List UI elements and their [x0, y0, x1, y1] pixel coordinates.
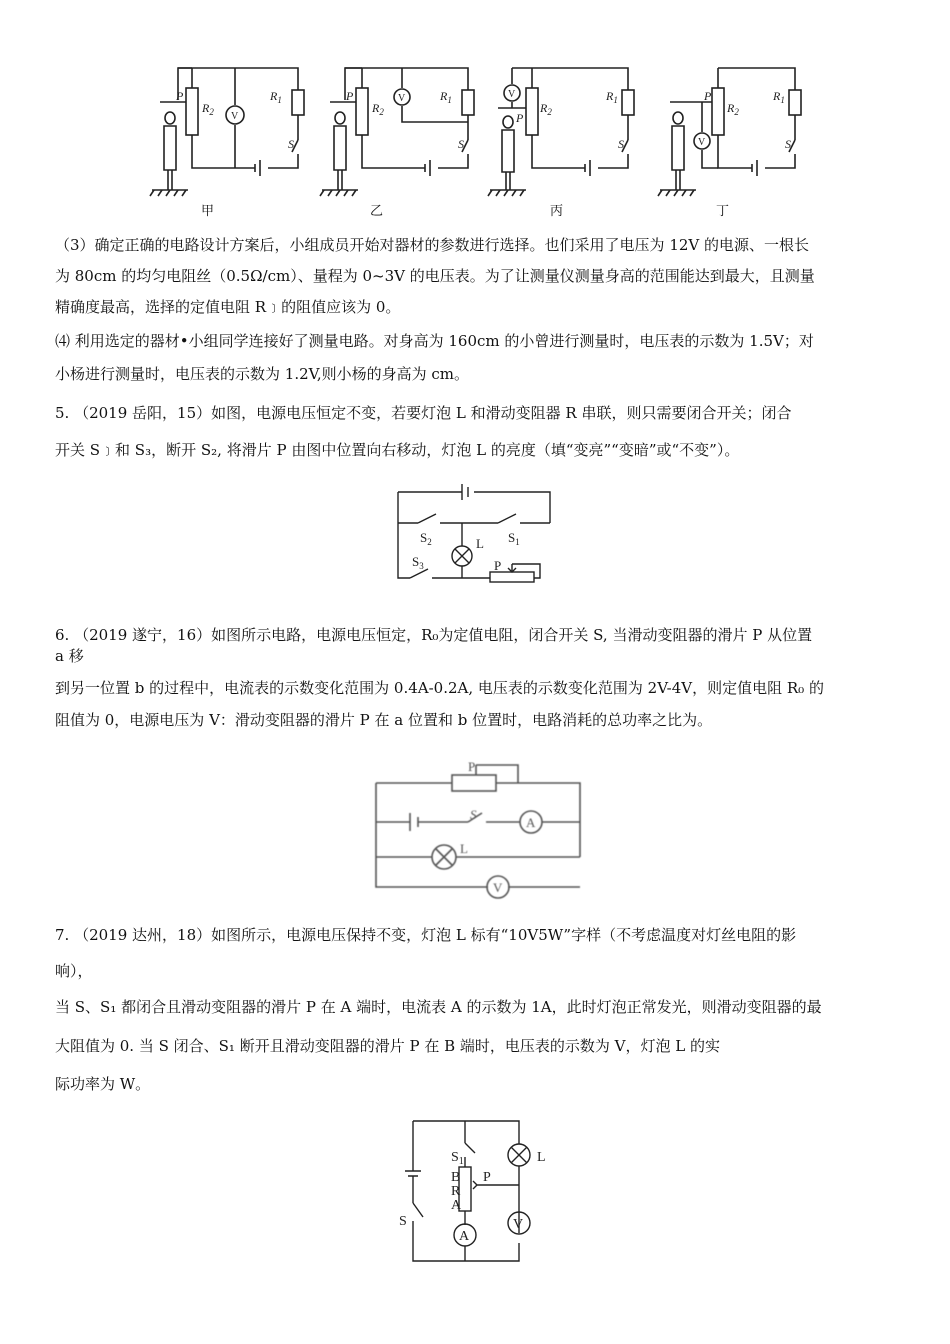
- q4-part4-line2: 小杨进行测量时，电压表的示数为 1.2V,则小杨的身高为 cm。: [55, 365, 469, 383]
- svg-text:S: S: [618, 137, 624, 151]
- svg-text:P: P: [494, 558, 502, 573]
- q6-line2: a 移: [55, 647, 84, 665]
- q7-line4: 大阻值为 0. 当 S 闭合、S₁ 断开且滑动变阻器的滑片 P 在 B 端时，电压表的示数为 V，灯泡 L 的实: [55, 1037, 721, 1055]
- svg-text:S: S: [785, 137, 791, 151]
- q4-part3-line3: 精确度最高，选择的定值电阻 R﹞的阻值应该为 0。: [55, 298, 401, 316]
- q4-part3-line2: 为 80cm 的均匀电阻丝（0.5Ω/cm）、量程为 0~3V 的电压表。为了让测量仪测量身高的范围能达到最大，且测量: [55, 267, 815, 285]
- q5-circuit-figure: [390, 478, 560, 588]
- svg-text:S: S: [458, 137, 464, 151]
- svg-text:A: A: [451, 1198, 462, 1213]
- q7-line2: 响），: [55, 962, 93, 980]
- q6-line1: 6. （2019 遂宁，16）如图所示电路，电源电压恒定，R₀为定值电阻，闭合开关 S, 当滑动变阻器的滑片 P 从位置: [55, 626, 813, 644]
- svg-text:A: A: [526, 815, 536, 830]
- figure-label-yi: 乙: [370, 204, 384, 219]
- svg-text:R2: $R_2$: [727, 101, 739, 117]
- svg-text:P: P: [346, 89, 354, 103]
- svg-text:S3: $S_3$: [412, 554, 424, 571]
- svg-text:S: S: [470, 807, 477, 822]
- svg-text:V: V: [698, 137, 706, 148]
- svg-text:P: P: [176, 89, 184, 103]
- figure-label-bing: 丙: [550, 204, 564, 219]
- svg-text:V: V: [398, 93, 406, 104]
- svg-text:S: S: [288, 137, 294, 151]
- q7-line3: 当 S、S₁ 都闭合且滑动变阻器的滑片 P 在 A 端时，电流表 A 的示数为 1A，此时灯泡正常发光，则滑动变阻器的最: [55, 998, 822, 1016]
- svg-text:R2: $R_2$: [540, 101, 552, 117]
- svg-text:P: P: [468, 759, 476, 774]
- svg-text:R1: $R_1$: [606, 89, 618, 105]
- q6-line3: 到另一位置 b 的过程中，电流表的示数变化范围为 0.4A-0.2A, 电压表的示数变化范围为 2V-4V，则定值电阻 R₀ 的: [55, 679, 824, 697]
- svg-text:S: S: [399, 1214, 407, 1229]
- circuit-yi: [320, 68, 474, 196]
- q4-part3-line1: （3）确定正确的电路设计方案后，小组成员开始对器材的参数进行选择。也们采用了电压为 12V 的电源、一根长: [55, 236, 810, 254]
- circuit-ding: [658, 68, 801, 196]
- svg-text:R1: $R_1$: [270, 89, 282, 105]
- svg-text:R1: $R_1$: [440, 89, 452, 105]
- circuit-bing: [488, 68, 634, 196]
- svg-text:S1: $S_1$: [508, 530, 520, 547]
- svg-text:A: A: [459, 1229, 470, 1244]
- svg-text:V: V: [493, 880, 503, 895]
- top-circuit-figures: [140, 60, 820, 225]
- svg-text:L: L: [476, 536, 484, 551]
- svg-text:V: V: [231, 111, 239, 122]
- svg-text:S2: $S_2$: [420, 530, 432, 547]
- svg-text:S1: $S_1$: [451, 1150, 464, 1167]
- svg-text:P: P: [483, 1170, 491, 1185]
- svg-text:V: V: [508, 89, 516, 100]
- svg-text:V: V: [513, 1217, 524, 1232]
- svg-text:R: R: [451, 1184, 461, 1199]
- svg-text:R2: $R_2$: [372, 101, 384, 117]
- q4-part4-line1: ⑷ 利用选定的器材•小组同学连接好了测量电路。对身高为 160cm 的小曾进行测量时，电压表的示数为 1.5V；对: [55, 332, 814, 350]
- figure-label-ding: 丁: [716, 204, 730, 219]
- svg-text:P: P: [516, 111, 524, 125]
- svg-text:R2: $R_2$: [202, 101, 214, 117]
- q5-line2: 开关 S﹞和 S₃，断开 S₂, 将滑片 P 由图中位置向右移动，灯泡 L 的亮度（填“变亮”“变暗”或“不变”）。: [55, 441, 740, 459]
- svg-text:R1: $R_1$: [773, 89, 785, 105]
- q6-circuit-figure: [370, 755, 595, 905]
- q6-line4: 阻值为 0，电源电压为 V：滑动变阻器的滑片 P 在 a 位置和 b 位置时，电路消耗的总功率之比为。: [55, 711, 713, 729]
- q7-circuit-figure: [395, 1113, 565, 1273]
- svg-text:L: L: [460, 841, 468, 856]
- figure-label-jia: 甲: [201, 204, 215, 219]
- q7-line1: 7. （2019 达州，18）如图所示，电源电压保持不变，灯泡 L 标有“10V5W”字样（不考虑温度对灯丝电阻的影: [55, 926, 797, 944]
- q5-line1: 5. （2019 岳阳，15）如图，电源电压恒定不变，若要灯泡 L 和滑动变阻器 R 串联，则只需要闭合开关；闭合: [55, 404, 792, 422]
- svg-text:B: B: [451, 1170, 461, 1185]
- circuit-jia: [150, 68, 304, 196]
- q7-line5: 际功率为 W。: [55, 1075, 151, 1093]
- svg-text:L: L: [537, 1150, 546, 1165]
- svg-text:P: P: [704, 89, 712, 103]
